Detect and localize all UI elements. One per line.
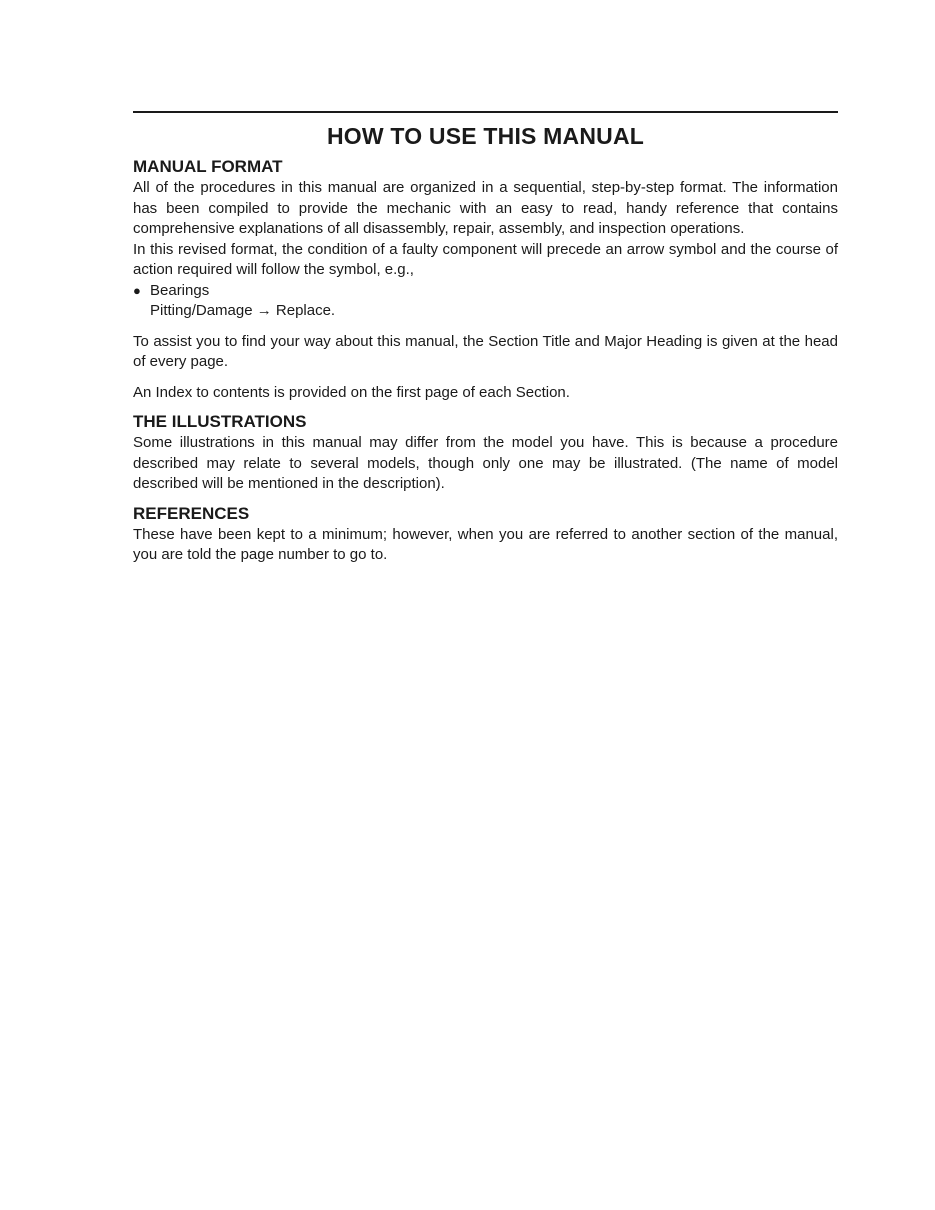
example-detail: Pitting/Damage → Replace. [150, 302, 336, 319]
bullet-icon: ● [133, 282, 141, 298]
manual-format-paragraph-2: In this revised format, the condition of a faulty component will precede an arrow symbol and the course of action required will follow the symbol, e.g., [133, 240, 838, 278]
header-rule [133, 111, 838, 113]
section-heading-references: REFERENCES [133, 503, 250, 523]
references-paragraph: These have been kept to a minimum; however, when you are referred to another section of the manual, you are told the page number to go to. [133, 525, 838, 563]
section-heading-manual-format: MANUAL FORMAT [133, 157, 283, 176]
example-bullet-item [133, 281, 838, 302]
section-heading-illustrations: THE ILLUSTRATIONS [133, 412, 307, 431]
illustrations-paragraph: Some illustrations in this manual may differ from the model you have. This is because a procedure described may relate to several models, though only one may be illustrated. (The name of model described will be mentioned in the description). [133, 434, 838, 492]
manual-format-paragraph-3: To assist you to find your way about this manual, the Section Title and Major Heading is given at the head of every page. [133, 332, 838, 370]
example-item-label: Bearings [150, 281, 210, 299]
manual-format-paragraph-4: An Index to contents is provided on the first page of each Section. [133, 383, 570, 401]
manual-format-paragraph-1: All of the procedures in this manual are organized in a sequential, step-by-step format. The information has been compiled to provide the mechanic with an easy to read, handy reference that contains comprehensive explanations of all disassembly, repair, assembly, and inspection operations. [133, 179, 838, 237]
page-title: HOW TO USE THIS MANUAL [326, 123, 645, 149]
manual-page [133, 111, 838, 566]
